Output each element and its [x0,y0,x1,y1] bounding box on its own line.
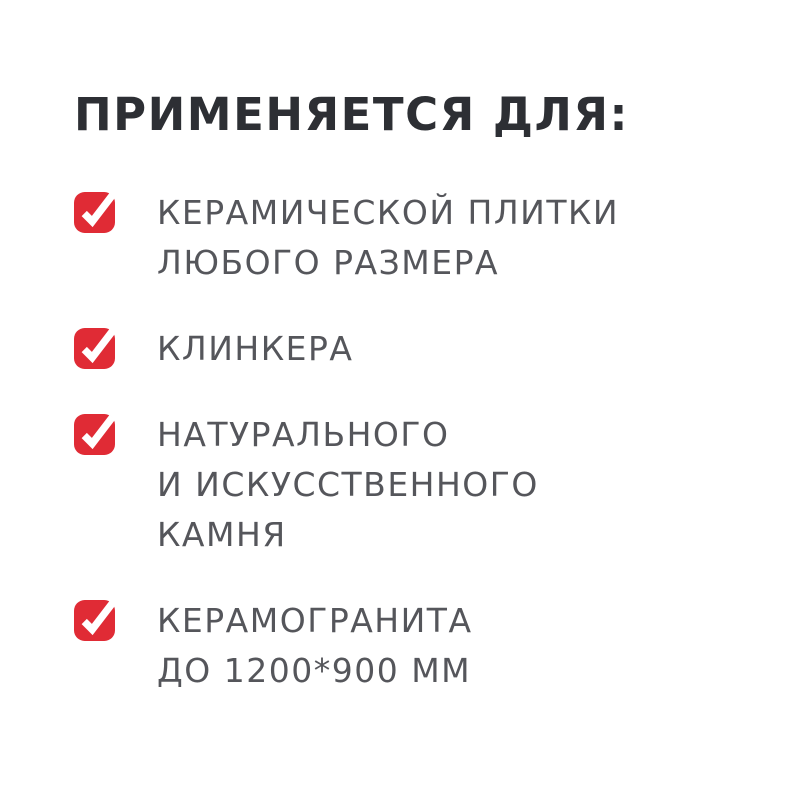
checkbox-checked-icon [74,192,115,233]
list-item-label [157,324,354,374]
list-item-line: ДО 1200*900 ММ [157,650,472,690]
list-item-line: КЛИНКЕРА [157,328,354,368]
checkbox-checked-icon [74,414,115,455]
list-item-line: ЛЮБОГО РАЗМЕРА [157,242,500,282]
list-item [74,324,760,374]
checkbox-checked-icon [74,600,115,641]
checkbox-checked-icon [74,328,115,369]
list-item-line: И ИСКУССТВЕННОГО [157,464,539,504]
list-item-label [157,188,619,288]
list-item [74,596,760,696]
list-item-line: КЕРАМИЧЕСКОЙ ПЛИТКИ [157,192,620,232]
list-item [74,188,760,288]
list-item-line: КЕРАМОГРАНИТА [157,600,473,640]
page-title: ПРИМЕНЯЕТСЯ ДЛЯ: [74,88,630,141]
list-item-line: КАМНЯ [157,514,287,554]
list-item-line: НАТУРАЛЬНОГО [157,414,450,454]
list-item [74,410,760,560]
list-item-label [157,596,473,696]
list-item-label [157,410,539,560]
applications-list [74,188,760,696]
